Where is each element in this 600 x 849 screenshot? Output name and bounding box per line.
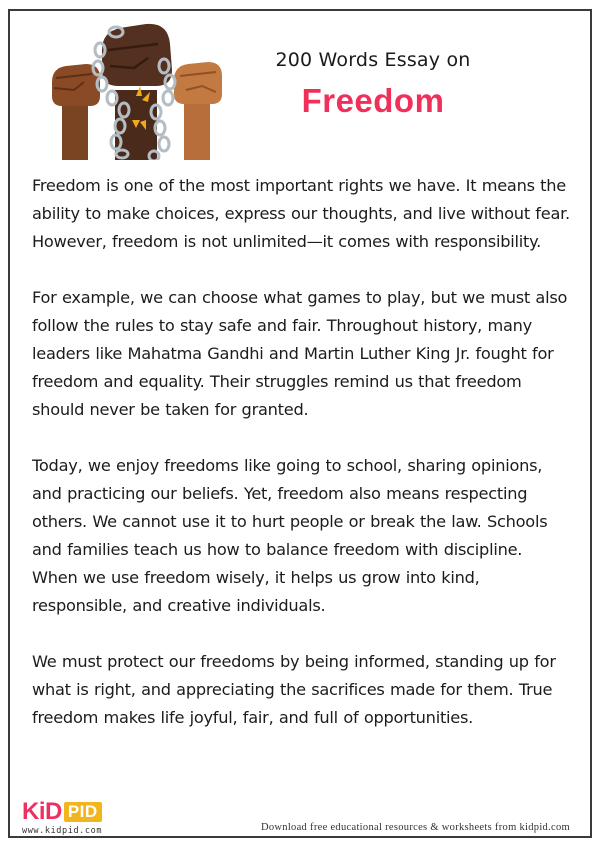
logo-pid-badge: PID [64, 802, 102, 822]
essay-paragraph-3: Today, we enjoy freedoms like going to school, sharing opinions, and practicing our beliefs. Yet, freedom also means respecting others. We cannot use it to hurt people or break the law. Schools and families teach us how to balance freedom with discipline. When we use freedom wisely, it helps us grow into kind, responsible, and creative individuals. [32, 456, 548, 615]
kidpid-logo-mark [22, 800, 122, 824]
logo-kid-text: KiD [22, 798, 62, 825]
footer-download-note: Download free educational resources & worksheets from kidpid.com [260, 822, 570, 833]
essay-paragraph-4: We must protect our freedoms by being informed, standing up for what is right, and appreciating the sacrifices made for them. True freedom makes life joyful, fair, and full of opportunities. [32, 652, 556, 727]
logo-url[interactable]: www.kidpid.com [22, 826, 103, 836]
raised-fists-breaking-chains-icon [40, 20, 230, 160]
essay-paragraph-2: For example, we can choose what games to play, but we must also follow the rules to stay safe and fair. Throughout history, many leaders like Mahatma Gandhi and Martin Luther King Jr. fought for freedom and equality. Their struggles remind us that freedom should never be taken for granted. [32, 288, 568, 419]
essay-body [32, 172, 572, 760]
kidpid-logo[interactable] [22, 800, 122, 838]
essay-paragraph-1: Freedom is one of the most important rights we have. It means the ability to make choices, express our thoughts, and live without fear. However, freedom is not unlimited—it comes with responsibility. [32, 176, 570, 251]
essay-subtitle: 200 Words Essay on [275, 49, 471, 71]
raised-fists-illustration [40, 20, 230, 160]
essay-title: Freedom [301, 82, 445, 119]
